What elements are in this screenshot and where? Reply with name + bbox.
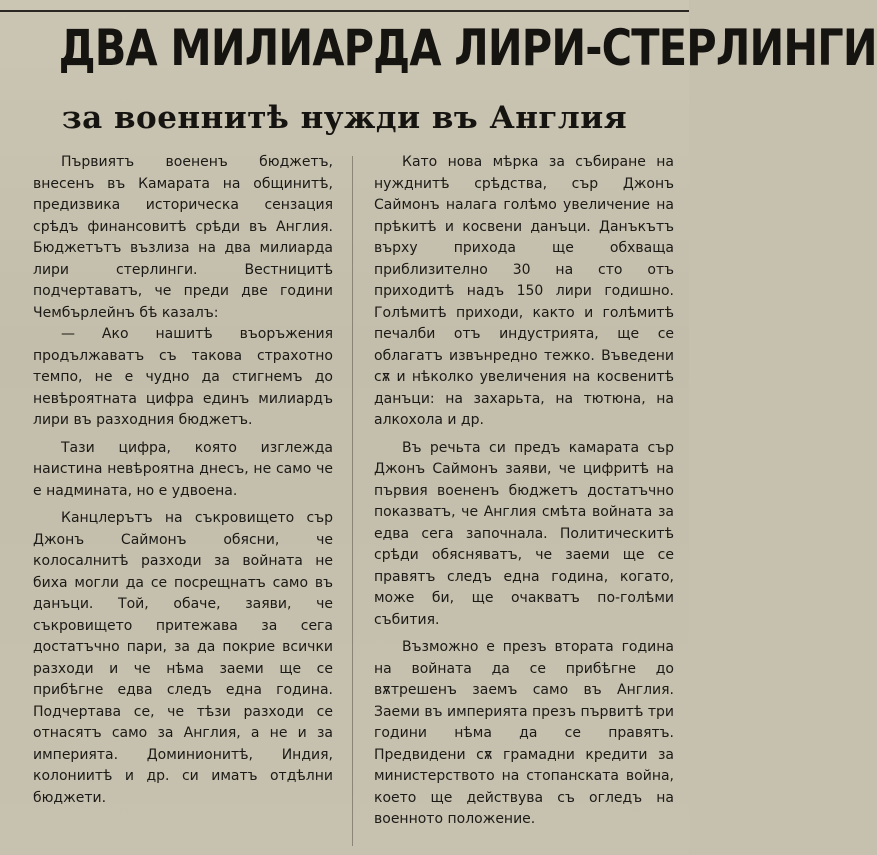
paragraph: Първиятъ воененъ бюджетъ, внесенъ въ Камарата на общинитѣ, предизвика историческа сензация срѣдъ финансовитѣ срѣди въ Англия. Бюджетътъ възлиза на два милиарда лири стерлинги. Вестницитѣ подчертаватъ, че преди две години Чембърлейнъ бѣ казалъ: [33, 154, 333, 321]
quote-paragraph: — Ако нашитѣ въоръжения продължаватъ съ такова страхотно темпо, не е чудно да стигнемъ до невѣроятната цифра единъ милиардъ лири въ разходния бюджетъ. [33, 326, 333, 428]
paragraph: Възможно е презъ втората година на войната да се прибѣгне до вѫтрешенъ заемъ само въ Англия. Заеми въ империята презъ първитѣ три години нѣма да се правятъ. Предвидени сѫ грамадни кредити за министерството на стопанската война, което ще действува съ огледъ на военното положение. [374, 639, 674, 827]
paragraph: Въ речьта си предъ камарата сър Джонъ Саймонъ заяви, че цифритѣ на първия воененъ бюджетъ достатъчно показватъ, че Англия смѣта войната за едва сега започнала. Политическитѣ срѣди обясняватъ, че заеми ще се правятъ следъ една година, когато, може би, ще очакватъ по-голѣми събития. [374, 439, 674, 628]
paragraph: Канцлерътъ на съкровището сър Джонъ Саймонъ обясни, че колосалнитѣ разходи за войната не биха могли да се посрещнатъ само въ данъци. Той, обаче, заяви, че съкровището притежава за сега достатъчно пари, за да покрие всички разходи и че нѣма заеми ще се прибѣгне едва следъ една година. Подчертава се, че тѣзи разходи се отнасятъ само за Англия, а не и за империята. Доминионитѣ, Индия, колониитѣ и др. си иматъ отдѣлни бюджети. [33, 510, 333, 806]
headline: ДВА МИЛИАРДА ЛИРИ-СТЕРЛИНГИ [58, 19, 877, 77]
article-body [33, 152, 679, 852]
left-column [33, 152, 333, 809]
top-rule [0, 0, 689, 12]
right-column [374, 152, 674, 831]
column-divider [352, 156, 353, 846]
paragraph: Като нова мѣрка за събиране на нужднитѣ срѣдства, сър Джонъ Саймонъ налага голѣмо увеличение на прѣкитѣ и косвени данъци. Данъкътъ върху прихода ще обхваща приблизително 30 на сто отъ приходитѣ надъ 150 лири годишно. Голѣмитѣ приходи, както и голѣмитѣ печалби отъ индустрията, ще се облагатъ извънредно тежко. Въведени сѫ и нѣколко увеличения на косвенитѣ данъци: на захарьта, на тютюна, на алкохола и др. [374, 154, 674, 428]
paragraph: Тази цифра, която изглежда наистина невѣроятна днесъ, не само че е надмината, но е удвоена. [33, 439, 333, 499]
subheadline: за военнитѣ нужди въ Англия [61, 100, 628, 136]
